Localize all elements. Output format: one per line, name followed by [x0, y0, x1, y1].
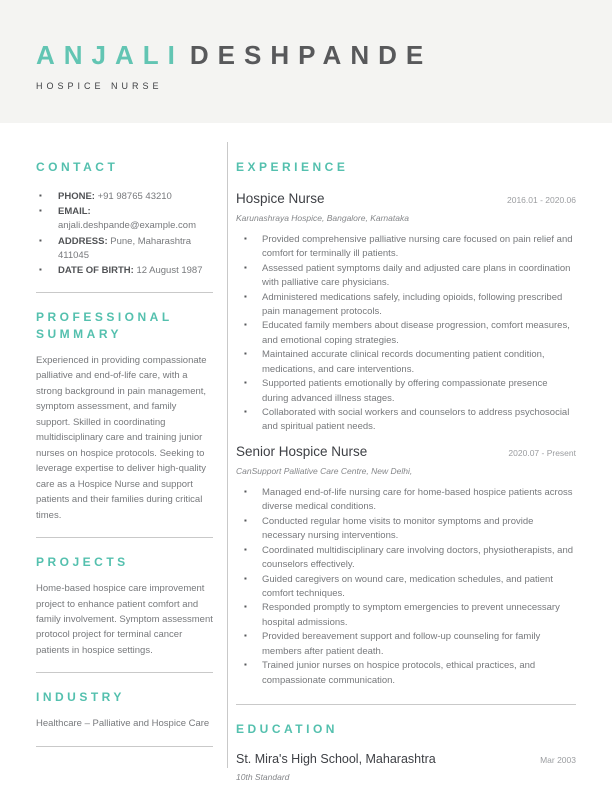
contact-label: ADDRESS:	[58, 235, 108, 247]
job-company: CanSupport Palliative Care Centre, New Delhi,	[236, 465, 413, 476]
projects-heading: PROJECTS	[36, 555, 129, 570]
person-name	[36, 42, 576, 68]
section-divider	[36, 537, 213, 538]
job-bullet: ▪ Trained junior nurses on hospice protocols, ethical practices, and compassionate communication.	[236, 659, 576, 688]
section-divider	[36, 292, 213, 293]
contact-item-address	[36, 235, 213, 264]
job-header	[236, 191, 576, 206]
education-degree: 10th Standard	[236, 771, 290, 782]
job-entry	[236, 191, 576, 435]
job-dates: 2016.01 - 2020.06	[506, 194, 576, 205]
education-date: Mar 2003	[540, 754, 576, 765]
contact-section	[36, 159, 213, 293]
job-bullet: ▪ Managed end-of-life nursing care for home-based hospice patients across diverse medical conditions.	[236, 486, 576, 515]
summary-section	[36, 309, 213, 538]
job-bullet-list	[236, 233, 576, 435]
job-title: Hospice Nurse	[236, 190, 325, 206]
contact-label: DATE OF BIRTH:	[58, 265, 134, 277]
contact-value: 12 August 1987	[136, 265, 203, 277]
header	[0, 0, 612, 123]
job-header	[236, 444, 576, 459]
person-job-title: HOSPICE NURSE	[36, 81, 163, 91]
main-column	[236, 123, 576, 782]
contact-item-email	[36, 205, 213, 234]
experience-heading: EXPERIENCE	[236, 160, 349, 174]
job-entry	[236, 444, 576, 688]
contact-list	[36, 190, 213, 279]
column-divider	[227, 142, 228, 768]
section-divider	[36, 746, 213, 747]
job-bullet: ▪ Provided bereavement support and follow-up counseling for family members after patient death.	[236, 630, 576, 659]
job-bullet: ▪ Supported patients emotionally by offering compassionate presence during advanced illness stages.	[236, 377, 576, 406]
person-last-name: DESHPANDE	[189, 40, 433, 70]
job-title: Senior Hospice Nurse	[236, 443, 368, 459]
job-bullet: ▪ Maintained accurate clinical records documenting patient condition, medications, and care interventions.	[236, 348, 576, 377]
industry-heading: INDUSTRY	[36, 690, 125, 705]
education-heading: EDUCATION	[236, 722, 338, 737]
job-bullet: ▪ Educated family members about disease progression, comfort measures, and emotional coping strategies.	[236, 319, 576, 348]
person-first-name: ANJALI	[36, 40, 184, 70]
job-bullet: ▪ Coordinated multidisciplinary care involving doctors, physiotherapists, and counselors effectively.	[236, 544, 576, 573]
contact-value: Pune, Maharashtra 411045	[58, 235, 192, 261]
job-dates: 2020.07 - Present	[508, 447, 576, 458]
industry-text: Healthcare – Palliative and Hospice Care	[36, 718, 210, 730]
resume-body	[0, 123, 612, 782]
contact-item-phone	[36, 190, 213, 204]
job-bullet: ▪ Collaborated with social workers and counselors to address psychosocial and spiritual patient needs.	[236, 406, 576, 435]
sidebar	[36, 123, 213, 782]
contact-heading: CONTACT	[36, 160, 119, 174]
job-company: Karunashraya Hospice, Bangalore, Karnataka	[236, 212, 409, 223]
job-bullet: ▪ Conducted regular home visits to monitor symptoms and provide necessary nursing interventions.	[236, 515, 576, 544]
education-section	[236, 721, 576, 782]
job-bullet: ▪ Responded promptly to symptom emergencies to prevent unnecessary hospital admissions.	[236, 601, 576, 630]
contact-label: PHONE:	[58, 190, 95, 202]
projects-section	[36, 554, 213, 673]
summary-text: Experienced in providing compassionate palliative and end-of-life care, with a strong background in pain management, symptom assessment, and family support. Skilled in coordinating multidisciplinary care and training junior nurses on hospice protocols. Seeking to leverage expertise to deliver high-quality care as a Hospice Nurse and support patients and their families during critical times.	[36, 354, 207, 521]
industry-section	[36, 689, 213, 746]
section-divider	[236, 704, 576, 705]
education-school: St. Mira's High School, Maharashtra	[236, 751, 436, 766]
projects-text: Home-based hospice care improvement project to enhance patient comfort and family involvement. Symptom assessment protocol project for terminal cancer patients in hospice settings.	[36, 583, 213, 656]
contact-value: anjali.deshpande@example.com	[58, 220, 196, 232]
job-bullet: ▪ Guided caregivers on wound care, medication schedules, and patient comfort techniques.	[236, 573, 576, 602]
experience-section	[236, 159, 576, 705]
section-divider	[36, 672, 213, 673]
contact-value: +91 98765 43210	[97, 190, 172, 202]
education-entry-header	[236, 752, 576, 766]
summary-heading: PROFESSIONAL SUMMARY	[36, 310, 173, 342]
job-bullet: ▪ Provided comprehensive palliative nursing care focused on pain relief and comfort for terminally ill patients.	[236, 233, 576, 262]
job-bullet-list	[236, 486, 576, 688]
contact-item-dob	[36, 264, 213, 278]
contact-label: EMAIL:	[58, 206, 91, 218]
job-bullet: ▪ Administered medications safely, including opioids, following prescribed pain management protocols.	[236, 291, 576, 320]
job-bullet: ▪ Assessed patient symptoms daily and adjusted care plans in coordination with palliative care physicians.	[236, 262, 576, 291]
